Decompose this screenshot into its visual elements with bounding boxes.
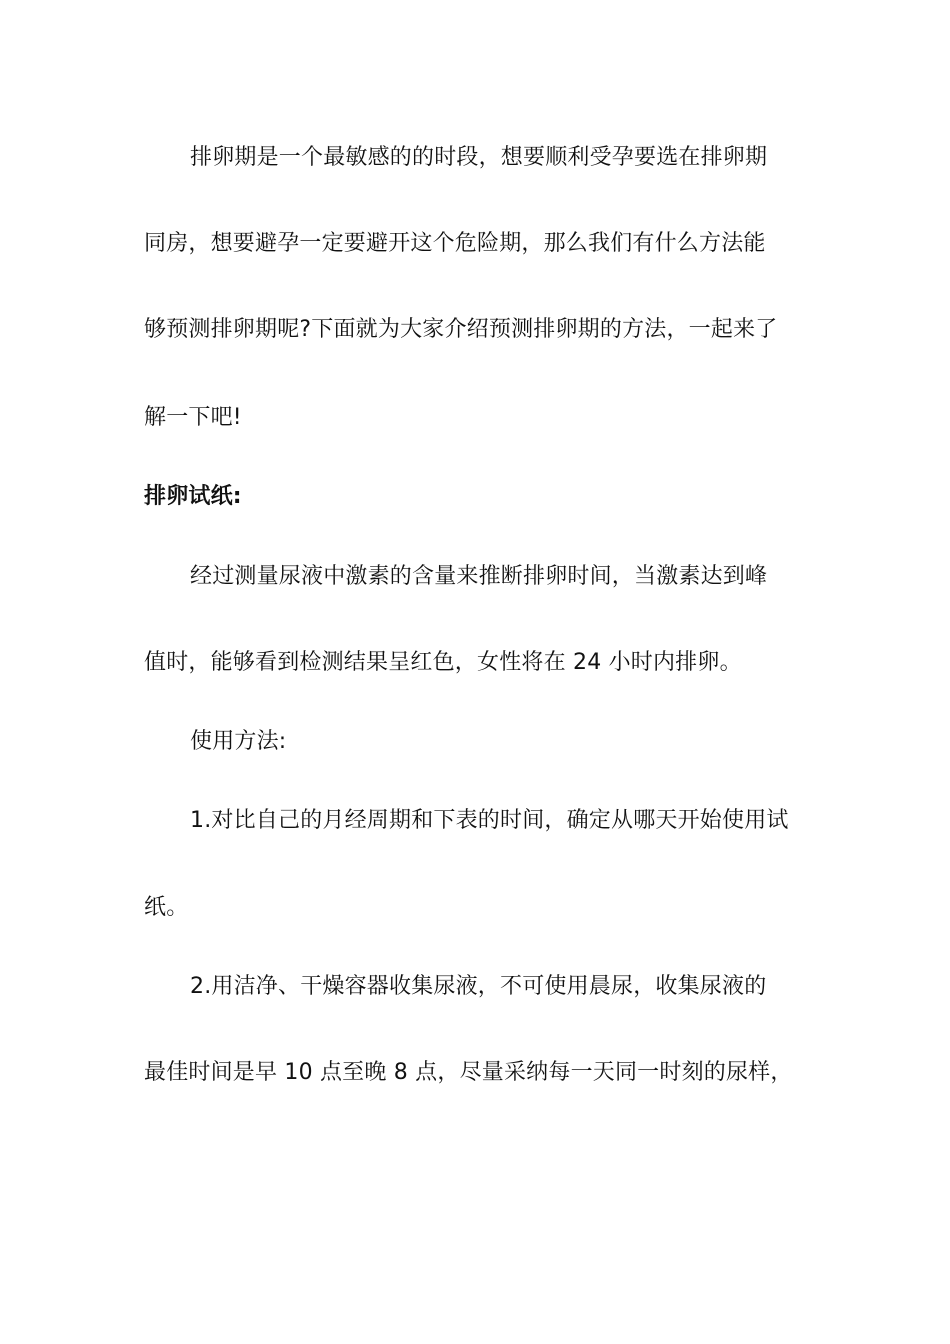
step-1-line-1: 1.对比自己的月经周期和下表的时间，确定从哪天开始使用试 <box>190 808 789 833</box>
section-paragraph-line-1: 经过测量尿液中激素的含量来推断排卵时间，当激素达到峰 <box>190 564 768 589</box>
intro-paragraph-line-2: 同房，想要避孕一定要避开这个危险期，那么我们有什么方法能 <box>144 231 766 256</box>
step-2-line-1: 2.用洁净、干燥容器收集尿液，不可使用晨尿，收集尿液的 <box>190 974 767 999</box>
intro-paragraph-line-1: 排卵期是一个最敏感的的时段，想要顺利受孕要选在排卵期 <box>190 145 768 170</box>
intro-paragraph-line-3: 够预测排卵期呢?下面就为大家介绍预测排卵期的方法，一起来了 <box>144 317 778 342</box>
section-paragraph-line-2: 值时，能够看到检测结果呈红色，女性将在 24 小时内排卵。 <box>144 650 742 675</box>
intro-paragraph-line-4: 解一下吧! <box>144 405 242 430</box>
usage-heading: 使用方法: <box>190 729 287 754</box>
step-1-line-2: 纸。 <box>144 895 189 920</box>
step-2-line-2: 最佳时间是早 10 点至晚 8 点，尽量采纳每一天同一时刻的尿样， <box>144 1060 793 1085</box>
section-heading-ovulation-test-strip: 排卵试纸: <box>144 484 242 509</box>
